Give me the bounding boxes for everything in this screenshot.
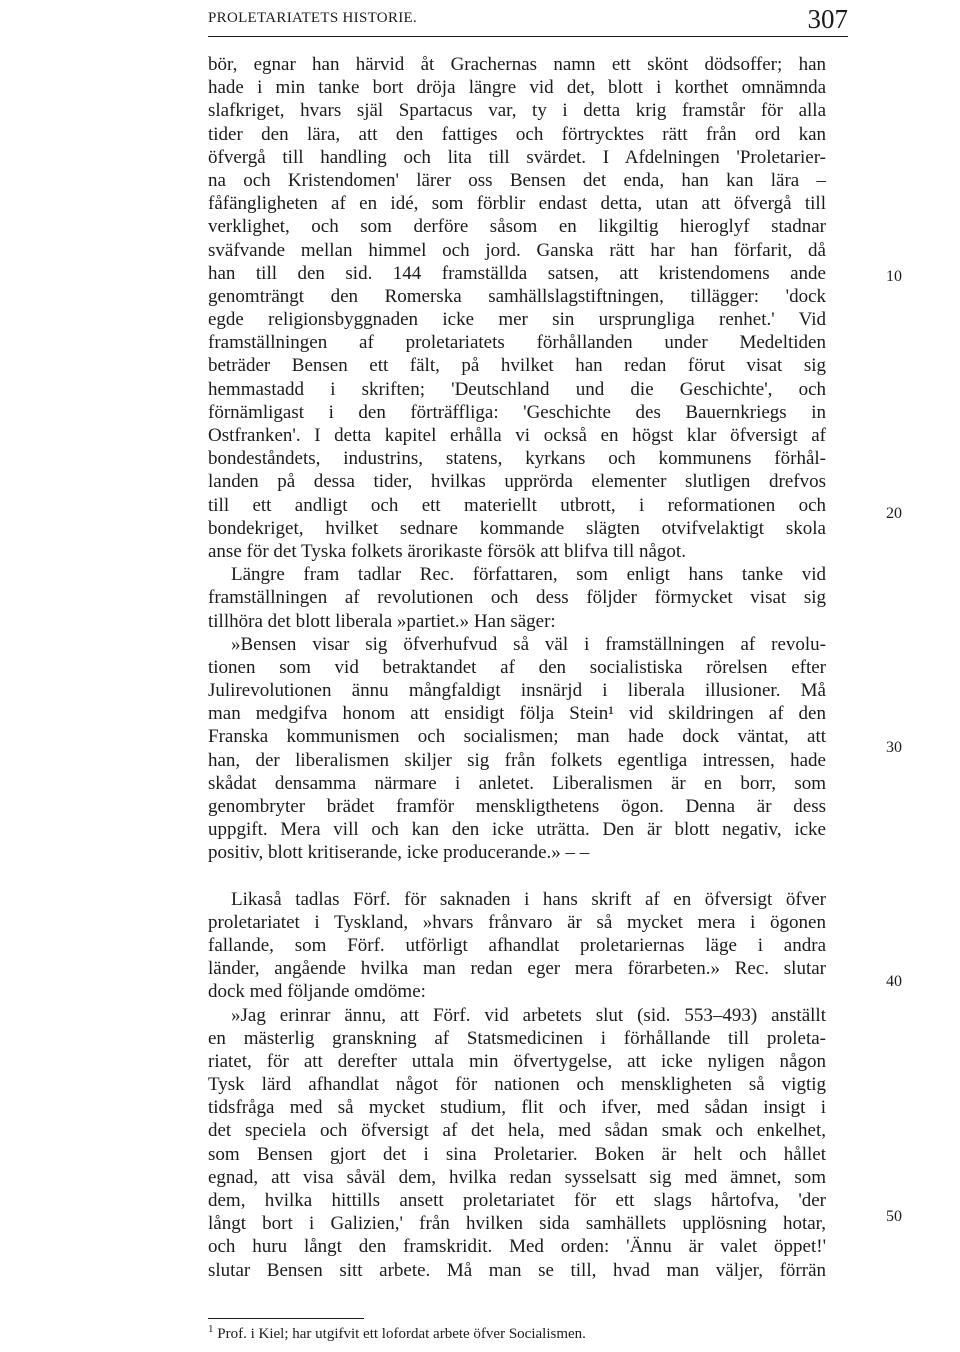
line-number: 30 [886,739,902,756]
footnote-marker: 1 [208,1323,214,1335]
header-rule [208,36,848,37]
text-line: man medgifva honom att ensidigt följa Stein¹ vid skildringen af den [208,703,826,725]
text-line: som Bensen gjort det i sina Proletarier. Boken är helt och hållet [208,1143,826,1165]
text-line: Ostfranken'. I detta kapitel erhålla vi också en högst klar öfversigt af [208,425,826,446]
text-line: verklighet, och som derföre såsom en likgiltig hieroglyf stadnar [208,216,826,238]
line-number: 10 [886,268,902,285]
text-line: slafkriget, hvars själ Spartacus var, ty i detta krig framstår för alla [208,100,826,122]
footnote [208,1324,586,1344]
text-line: landen på dessa tider, hvilkas upprörda elementer slutligen drefvos [208,471,826,493]
text-line: hemmastadd i skriften; 'Deutschland und die Geschichte', och [208,378,826,400]
text-line: genomträngt den Romerska samhällslagstiftningen, tillägger: 'dock [208,285,826,307]
text-line: en mästerlig granskning af Statsmedicinen i förhållande till proleta- [208,1027,826,1049]
text-line: uppgift. Mera vill och kan den icke uträtta. Den är blott negativ, icke [208,819,826,841]
text-line: framställningen af proletariatets förhållanden under Medeltiden [208,332,826,354]
line-number: 40 [886,973,902,990]
running-title: PROLETARIATETS HISTORIE. [208,10,418,26]
text-line: länder, angående hvilka man redan eger mera förarbeten.» Rec. slutar [208,958,826,980]
text-line: skådat densamma närmare i anletet. Liberalismen är en borr, som [208,772,826,794]
text-line: anse för det Tyska folkets ärorikaste försök att blifva till något. [208,540,686,562]
text-line: till ett andligt och ett materiellt utbrott, i reformationen och [208,494,826,516]
text-line: sväfvande mellan himmel och jord. Ganska rätt har han förfarit, då [208,239,826,261]
body-text [208,53,826,1282]
page-number: 307 [807,4,848,34]
text-line: na och Kristendomen' lärer oss Bensen det enda, han kan lära – [208,169,826,191]
text-line: hade i min tanke bort dröja längre vid det, blott i korthet omnämnda [208,77,826,99]
text-line: Franska kommunismen och socialismen; man hade dock väntat, att [208,726,826,748]
line-number: 20 [886,505,902,522]
text-line: »Jag erinrar ännu, att Förf. vid arbetets slut (sid. 553–493) anställt [231,1004,826,1026]
text-line: tidsfråga med så mycket studium, flit och ifver, med sådan insigt i [208,1097,826,1119]
text-line: riatet, för att derefter uttala min öfvertygelse, att icke nyligen någon [208,1050,826,1072]
text-line: egnad, att visa såväl dem, hvilka redan sysselsatt sig med ämnet, som [208,1166,826,1188]
line-number: 50 [886,1208,902,1225]
text-line: långt bort i Galizien,' från hvilken sida samhällets upplösning hotar, [208,1213,826,1235]
text-line: fåfängligheten af en idé, som förblir endast detta, utan att öfvergå till [208,193,826,215]
text-line: bör, egnar han härvid åt Grachernas namn ett skönt dödsoffer; han [208,54,826,75]
text-line: tillhöra det blott liberala »partiet.» Han säger: [208,610,556,632]
text-line: det speciela och öfversigt af det hela, med sådan smak och enkelhet, [208,1120,826,1142]
text-line: slutar Bensen sitt arbete. Må man se till, hvad man väljer, förrän [208,1259,826,1281]
paragraph-gap [208,865,826,888]
text-line: dem, hvilka hittills ansett proletariatet för ett slags hårtofva, 'der [208,1190,826,1211]
text-line: han till den sid. 144 framställda satsen, att kristendomens ande [208,262,826,284]
text-line: han, der liberalismen skiljer sig från folkets egentliga intressen, hade [208,749,826,771]
text-line: beträder Bensen ett fält, på hvilket han redan förut visat sig [208,355,826,377]
text-line: »Bensen visar sig öfverhufvud så väl i framställningen af revolu- [231,633,826,655]
text-line: öfvergå till handling och lita till svärdet. I Afdelningen 'Proletarier- [208,146,826,168]
text-line: Julirevolutionen ännu mångfaldigt insnärjd i liberala illusioner. Må [208,680,826,702]
footnote-rule [208,1318,364,1319]
text-line: Längre fram tadlar Rec. författaren, som enligt hans tanke vid [231,564,826,586]
text-line: Likaså tadlas Förf. för saknaden i hans skrift af en öfversigt öfver [231,888,826,910]
text-line: egde religionsbyggnaden icke mer sin ursprungliga renhet.' Vid [208,309,826,331]
text-line: bondeståndets, industrins, statens, kyrkans och kommunens förhål- [208,448,826,470]
text-line: proletariatet i Tyskland, »hvars frånvaro är så mycket mera i ögonen [208,911,826,933]
text-line: Tysk lärd afhandlat något för nationen och menskligheten så vigtig [208,1074,826,1096]
text-line: förnämligast i den förträffliga: 'Geschichte des Bauernkriegs in [208,401,826,423]
text-line: positiv, blott kritiserande, icke producerande.» – – [208,842,590,864]
text-line: dock med följande omdöme: [208,981,426,1003]
text-line: bondekriget, hvilket sednare kommande slägten otvifvelaktigt skola [208,517,826,539]
text-line: tionen som vid betraktandet af den socialistiska rörelsen efter [208,656,826,678]
text-line: och huru långt den framskridit. Med orden: 'Ännu är valet öppet!' [208,1236,826,1258]
running-head [208,6,848,40]
text-line: fallande, som Förf. utförligt afhandlat proletariernas läge i andra [208,934,826,956]
text-line: tider den lära, att den fattiges och förtrycktes rätt från ord kan [208,123,826,145]
footnote-text: Prof. i Kiel; har utgifvit ett lofordat arbete öfver Socialismen. [217,1326,586,1342]
text-line: framställningen af revolutionen och dess följder förmycket visat sig [208,587,826,609]
text-line: genombryter brädet framför menskligthetens ögon. Denna är dess [208,796,826,817]
